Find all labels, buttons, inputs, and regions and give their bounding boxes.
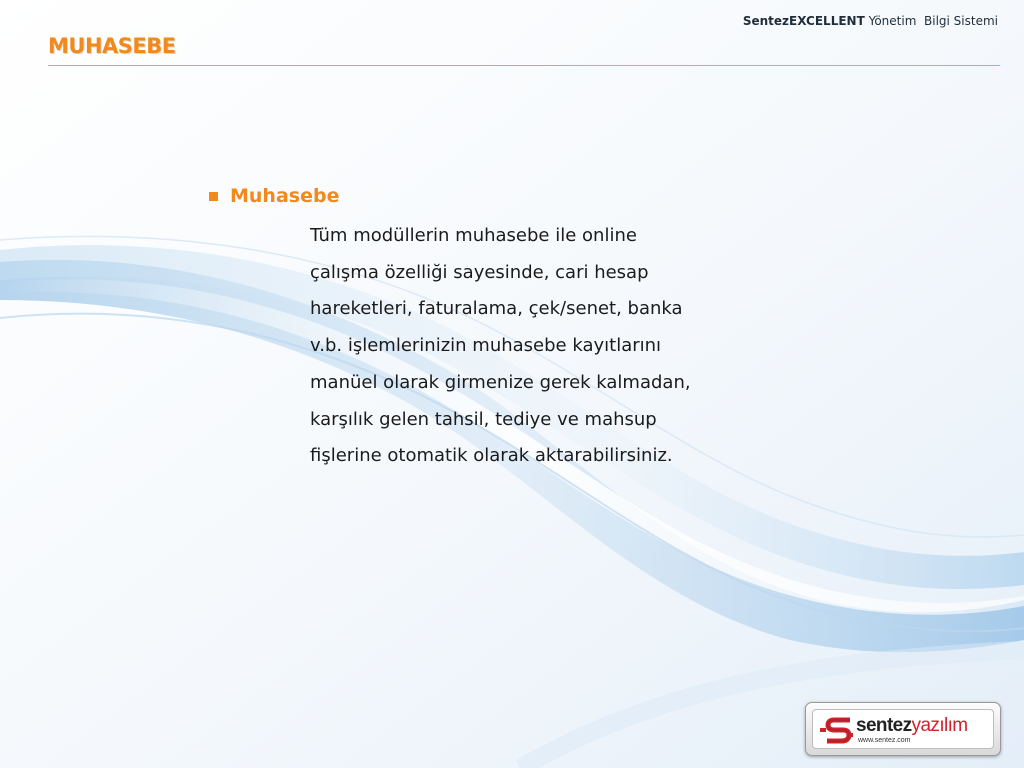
logo-wordmark <box>856 716 968 736</box>
bullet-item <box>208 182 808 210</box>
sentez-logo-badge <box>805 702 1001 756</box>
title-divider <box>48 65 1000 66</box>
brand-subtitle: Yönetim Bilgi Sistemi <box>864 14 998 28</box>
logo-url: www.sentez.com <box>858 737 911 744</box>
bullet-paragraph <box>310 218 808 475</box>
header-brand <box>743 14 998 28</box>
bullet-heading: Muhasebe <box>230 185 340 207</box>
paragraph-line: manüel olarak girmenize gerek kalmadan, <box>310 371 691 393</box>
logo-word-sentez: sentez <box>856 715 912 736</box>
paragraph-line: karşılık gelen tahsil, tediye ve mahsup <box>310 408 657 430</box>
sentez-s-logo-icon <box>819 714 855 746</box>
logo-inner-panel <box>812 709 994 749</box>
paragraph-line: fişlerine otomatik olarak aktarabilirsiniz. <box>310 445 673 467</box>
slide-title: MUHASEBE <box>48 34 176 58</box>
paragraph-line: v.b. işlemlerinizin muhasebe kayıtlarını <box>310 335 662 357</box>
bullet-square-icon <box>209 192 218 201</box>
paragraph-line: çalışma özelliği sayesinde, cari hesap <box>310 261 649 283</box>
paragraph-line: hareketleri, faturalama, çek/senet, banka <box>310 298 683 320</box>
slide-content <box>208 182 808 475</box>
paragraph-line: Tüm modüllerin muhasebe ile online <box>310 225 637 246</box>
brand-name: SentezEXCELLENT <box>742 14 865 28</box>
logo-word-yazilim: yazılım <box>911 715 968 736</box>
